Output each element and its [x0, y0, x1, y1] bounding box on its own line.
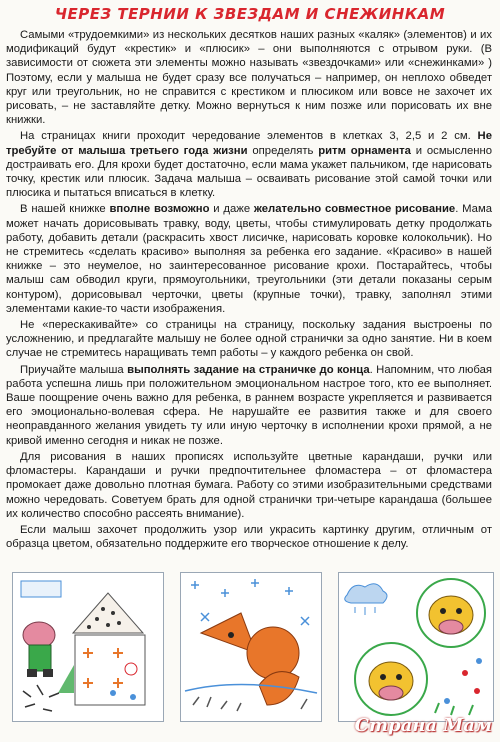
text-run: . Напомним, что любая работа успешна лишь при положительном эмоциональном настрое того, кто ее выполняет. Ваше поощрение очень важно для ребенка, в раннем возрасте укрепляется и развивается его эмоционально-волевая сфера. Не нарушайте ее развития также и для своего неоправданного желания увидеть ту или иную черточку в исполнении крохи прямой, а не кривой именно сегодня и никак не позже. — [6, 363, 492, 447]
paragraph — [6, 318, 492, 361]
emphasis-text: желательно совместное рисование — [253, 203, 456, 216]
paragraph — [6, 363, 492, 448]
illustration-cows — [338, 572, 494, 722]
text-run: определять — [247, 144, 319, 157]
text-run: В нашей книжке — [20, 203, 110, 216]
paragraph — [6, 450, 492, 521]
text-run: Если малыш захочет продолжить узор или украсить картинку другим, отличным от образца цветом, обязательно поддержите его творческое отношение к делу. — [6, 523, 492, 551]
pig-house-drawing — [21, 581, 145, 711]
cows-drawing — [345, 579, 485, 715]
emphasis-text: ритм орнамента — [318, 144, 411, 157]
instruction-text — [6, 28, 492, 553]
paragraph — [6, 202, 492, 316]
page-title: ЧЕРЕЗ ТЕРНИИ К ЗВЕЗДАМ И СНЕЖИНКАМ — [54, 5, 446, 23]
text-run: и осмысленно достраивать его. Для крохи будет достаточно, если мама укажет пальчиком, где нарисовать точку, крестик или плюсик. Задача малыша – осваивать рисование этой самой точки или плюсика и пытаться вписаться в клетку. — [6, 144, 492, 200]
text-run: и даже — [209, 203, 254, 216]
text-run: Приучайте малыша — [20, 363, 128, 376]
fox-drawing — [185, 579, 317, 711]
watermark-logo: Страна Мам — [354, 715, 492, 736]
illustration-pig-house — [12, 572, 164, 722]
text-run: На страницах книги проходит чередование элементов в клетках 3, 2,5 и 2 см. — [20, 130, 478, 143]
emphasis-text: Не требуйте от малыша третьего года жизни — [6, 130, 492, 157]
text-run: Самыми «трудоемкими» из нескольких десятков наших разных «каляк» (элементов) и их модификаций будут «крестик» и «плюсик» – они выполняются с отрывом руки. (В зависимости от сюжета эти элементы можно называть «звездочками» или «снежинками» ) Поэтому, если у малыша не будет сразу все получаться – например, он неплохо обведет круг или треугольник, но не справится с крестиком и плюсиком или вовсе не захочет их рисовать, – не заставляйте детку. Можно вернуться к ним позже или порисовать их вне книжки. — [6, 29, 492, 127]
text-run: Не «перескакивайте» со страницы на страницу, поскольку задания выстроены по усложнению, и предлагайте малышу не более одной странички за одно занятие. Ни в коем случае не стремитесь наращивать темп работы – у каждого ребенка он свой. — [6, 319, 492, 360]
emphasis-text: выполнять задание на страничке до конца — [127, 363, 370, 376]
illustration-fox — [180, 572, 322, 722]
text-run: . Мама может начать дорисовывать травку, воду, цветы, чтобы стимулировать детку продолжать работу, добавить детали (раскрасить хвост лисичке, нарисовать коровке колокольчик). Но не стремитесь «сделать красиво» выполняя за ребенка его задание. «Красиво» в нашей книжке – это неумелое, но заинтересованное рисование крохи. Постарайтесь, чтобы малыш сам обводил круги, прямоугольники, треугольники (эти детали показаны серым контуром), дорисовывал черточки, цветы (крупные точки), травку, заполнял этими элементами какие-то части изображения. — [6, 203, 492, 315]
text-run: Для рисования в наших прописях используйте цветные карандаши, ручки или фломастеры. Карандаши и ручки предпочтительнее фломастера – от фломастера промокает даже довольно плотная бумага. Работу со этими изобразительными средствами можно чередовать. Советуем брать для одной странички три-четыре карандаша (большее их количество способно рассеять внимание). — [6, 450, 492, 520]
emphasis-text: вполне возможно — [109, 203, 210, 216]
paragraph — [6, 28, 492, 127]
paragraph — [6, 129, 492, 200]
paragraph — [6, 523, 492, 551]
